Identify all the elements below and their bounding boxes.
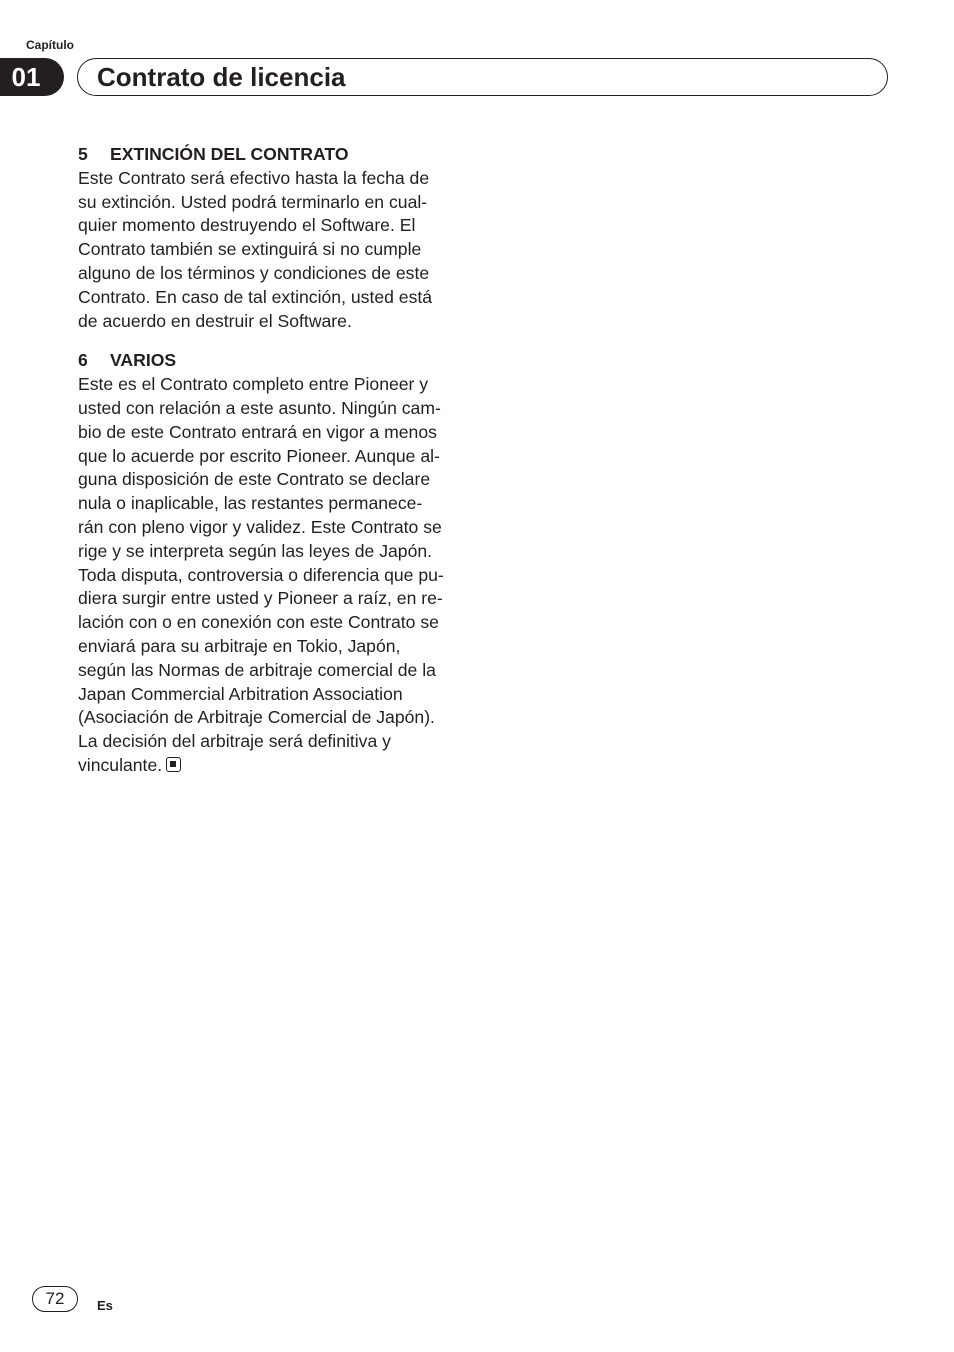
paragraph-line: Contrato también se extinguirá si no cumple: [78, 239, 422, 260]
paragraph-line: guna disposición de este Contrato se declare: [78, 469, 431, 490]
paragraph-line: enviará para su arbitraje en Tokio, Japón,: [78, 635, 401, 656]
chapter-label: Capítulo: [26, 38, 74, 52]
paragraph-line: rige y se interpreta según las leyes de Japón.: [78, 540, 433, 561]
paragraph-line: rán con pleno vigor y validez. Este Contrato se: [78, 516, 442, 537]
section-heading: [78, 143, 468, 167]
paragraph-line: lación con o en conexión con este Contrato se: [78, 612, 439, 633]
paragraph-line: Este Contrato será efectivo hasta la fecha de: [78, 167, 430, 188]
paragraph-line: Contrato. En caso de tal extinción, usted está: [78, 286, 433, 307]
paragraph-line: nula o inaplicable, las restantes permanece-: [78, 493, 423, 514]
paragraph-line: quier momento destruyendo el Software. El: [78, 215, 416, 236]
paragraph-line: de acuerdo en destruir el Software.: [78, 310, 352, 331]
paragraph-line: diera surgir entre usted y Pioneer a raíz, en re-: [78, 588, 443, 609]
section-title: EXTINCIÓN DEL CONTRATO: [110, 144, 349, 164]
paragraph-line: Japan Commercial Arbitration Association: [78, 683, 403, 704]
main-content: [78, 143, 468, 794]
chapter-number-badge: 01: [0, 58, 64, 96]
paragraph-line: Este es el Contrato completo entre Pioneer y: [78, 374, 429, 395]
paragraph-line: su extinción. Usted podrá terminarlo en cual-: [78, 191, 428, 212]
paragraph-line: Toda disputa, controversia o diferencia que pu-: [78, 564, 444, 585]
language-code: Es: [97, 1298, 113, 1313]
paragraph-line: usted con relación a este asunto. Ningún cam-: [78, 397, 441, 418]
page-number: 72: [32, 1286, 78, 1312]
section-miscellaneous: [78, 349, 468, 777]
end-of-section-icon: [166, 757, 181, 772]
paragraph-line: que lo acuerde por escrito Pioneer. Aunque al-: [78, 445, 440, 466]
paragraph-line-last: [78, 754, 468, 778]
chapter-title-box: [77, 58, 888, 96]
section-title: VARIOS: [110, 350, 177, 371]
section-termination: [78, 143, 468, 333]
paragraph-line-text: vinculante.: [78, 754, 163, 775]
paragraph-line: según las Normas de arbitraje comercial de la: [78, 659, 436, 680]
page-title: Contrato de licencia: [97, 62, 346, 92]
paragraph-line: (Asociación de Arbitraje Comercial de Japón).: [78, 707, 435, 728]
paragraph-line: La decisión del arbitraje será definitiva y: [78, 731, 391, 752]
section-heading: [78, 349, 468, 373]
section-number: 6: [78, 350, 88, 371]
paragraph-line: alguno de los términos y condiciones de este: [78, 262, 430, 283]
section-number: 5: [78, 144, 88, 164]
paragraph-line: bio de este Contrato entrará en vigor a menos: [78, 421, 437, 442]
